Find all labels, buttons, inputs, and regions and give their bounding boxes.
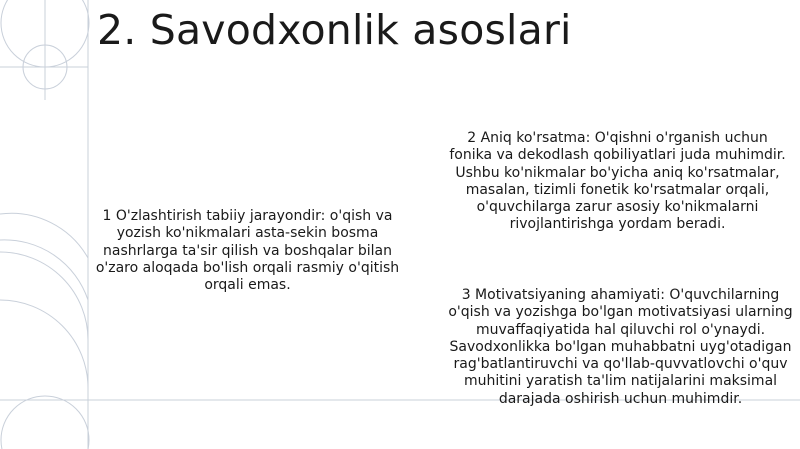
point-1-text: 1 O'zlashtirish tabiiy jarayondir: o'qish va yozish ko'nikmalari asta-sekin bosma nashrlarga ta'sir qilish va boshqalar bilan o'zaro aloqada bo'lish orqali rasmiy o'qitish orqali emas. [95, 208, 400, 294]
point-2-text: 2 Aniq ko'rsatma: O'qishni o'rganish uchun fonika va dekodlash qobiliyatlari juda muhimdir. Ushbu ko'nikmalar bo'yicha aniq ko'rsatmalar, masalan, tizimli fonetik ko'rsatmalar orqali, o'quvchilarga zarur asosiy ko'nikmalarni rivojlantirishga yordam beradi. [449, 130, 786, 233]
decorative-arc [0, 300, 88, 388]
decorative-arc [0, 252, 88, 340]
decorative-circle [1, 396, 89, 449]
decorative-arc [0, 213, 88, 258]
slide-title: 2. Savodxonlik asoslari [97, 6, 572, 54]
decorative-arc [0, 240, 88, 300]
point-3-text: 3 Motivatsiyaning ahamiyati: O'quvchilarning o'qish va yozishga bo'lgan motivatsiyasi ularning muvaffaqiyatida hal qiluvchi rol o'ynaydi. Savodxonlikka bo'lgan muhabbatni uyg'otadigan rag'batlantiruvchi va qo'llab-quvvatlovchi o'quv muhitini yaratish ta'lim natijalarini maksimal darajada oshirish uchun muhimdir. [448, 287, 793, 407]
